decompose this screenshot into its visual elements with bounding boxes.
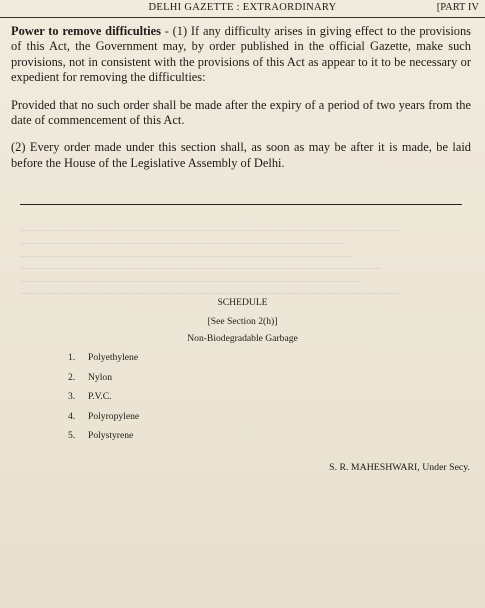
item-number: 4. bbox=[68, 410, 76, 422]
page-header bbox=[0, 0, 485, 18]
section-divider bbox=[20, 204, 462, 205]
item-number: 5. bbox=[68, 430, 76, 441]
signature: S. R. MAHESHWARI, Under Secy. bbox=[329, 462, 470, 473]
schedule-subtitle: Non-Biodegradable Garbage bbox=[187, 333, 298, 344]
clause-1-text: - (1) If any difficulty arises in giving effect to the provisions of this Act, the Government may, by order published in the official Gazette, make such provisions, not in consistent with the provisions of this Act as appear to it to be necessary or expedient for removing the difficulties: bbox=[11, 24, 471, 85]
item-name: Polyropylene bbox=[88, 410, 140, 422]
list-item bbox=[68, 430, 139, 450]
schedule-title: SCHEDULE bbox=[217, 297, 268, 308]
gazette-title: DELHI GAZETTE : EXTRAORDINARY bbox=[148, 2, 337, 13]
section-heading: Power to remove difficulties bbox=[11, 24, 161, 38]
item-number: 1. bbox=[68, 352, 76, 363]
section-body bbox=[11, 24, 471, 183]
clause-2: (2) Every order made under this section shall, as soon as may be after it is made, be laid before the House of the Legislative Assembly of Delhi. bbox=[11, 140, 471, 170]
item-name: Nylon bbox=[88, 371, 112, 383]
schedule-reference: [See Section 2(h)] bbox=[207, 316, 278, 327]
item-name: Polyethylene bbox=[88, 352, 139, 363]
clause-1 bbox=[11, 24, 471, 86]
part-number: [PART IV bbox=[436, 2, 479, 13]
schedule-list bbox=[68, 352, 139, 450]
proviso: Provided that no such order shall be made after the expiry of a period of two years from the date of commencement of this Act. bbox=[11, 97, 471, 128]
list-item bbox=[68, 352, 139, 372]
item-number: 3. bbox=[68, 391, 76, 402]
show-through-text: ———————————————————————————————————————— —————————————————————————————————— ——————————————————————————————————— —————————————————————————————————————— ———————————————————————————————————— ———————————————————————————————————————— bbox=[20, 226, 400, 300]
item-number: 2. bbox=[68, 371, 76, 383]
list-item bbox=[68, 411, 139, 431]
item-name: P.V.C. bbox=[88, 391, 112, 402]
list-item bbox=[68, 391, 139, 411]
list-item bbox=[68, 372, 139, 392]
item-name: Polystyrene bbox=[88, 430, 134, 441]
